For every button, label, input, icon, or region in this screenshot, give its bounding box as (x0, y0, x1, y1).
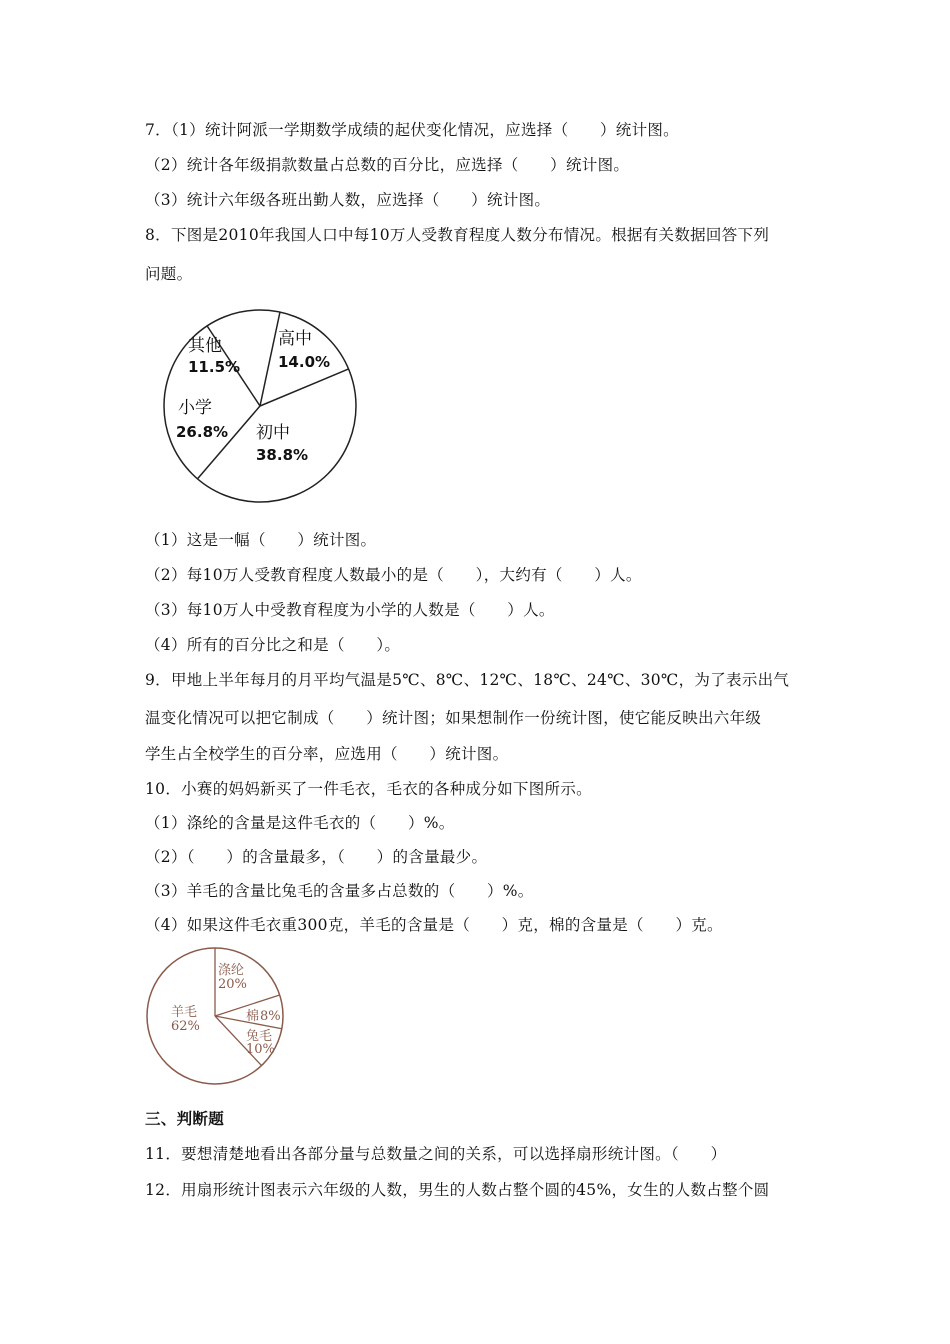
q10-sub-2: （2）（ ）的含量最多，（ ）的含量最少。 (145, 848, 488, 866)
pie2-pct-tumao: 10% (246, 1042, 275, 1057)
pie2-pct-yangmao: 62% (171, 1019, 200, 1034)
section-3-title: 三、判断题 (145, 1109, 225, 1128)
pie1-label-qita: 其他 (188, 336, 222, 356)
q7-line-3: （3）统计六年级各班出勤人数，应选择（ ）统计图。 (145, 191, 551, 209)
q10-line-1: 10．小赛的妈妈新买了一件毛衣，毛衣的各种成分如下图所示。 (145, 780, 592, 798)
q9-line-3: 学生占全校学生的百分率，应选用（ ）统计图。 (145, 745, 509, 763)
q7-line-2: （2）统计各年级捐款数量占总数的百分比，应选择（ ）统计图。 (145, 156, 630, 174)
q10-sub-3: （3）羊毛的含量比兔毛的含量多占总数的（ ）%。 (145, 882, 534, 900)
q9-line-2: 温变化情况可以把它制成（ ）统计图；如果想制作一份统计图，使它能反映出六年级 (145, 709, 762, 727)
pie2-pct-dilun: 20% (218, 977, 247, 992)
q9-line-1: 9．甲地上半年每月的月平均气温是5℃、8℃、12℃、18℃、24℃、30℃，为了表示出气 (145, 671, 790, 689)
q8-sub-4: （4）所有的百分比之和是（ ）。 (145, 636, 401, 654)
pie1-label-chuzhong: 初中 (256, 423, 290, 443)
pie2-pct-mian: 8% (260, 1009, 281, 1024)
q8-sub-1: （1）这是一幅（ ）统计图。 (145, 531, 377, 549)
q8-line-1: 8．下图是2010年我国人口中每10万人受教育程度人数分布情况。根据有关数据回答下列 (145, 226, 770, 244)
education-pie-chart (160, 306, 360, 506)
q7-line-1: 7．（1）统计阿派一学期数学成绩的起伏变化情况，应选择（ ）统计图。 (145, 121, 679, 139)
q11-line-1: 11．要想清楚地看出各部分量与总数量之间的关系，可以选择扇形统计图。（ ） (145, 1145, 727, 1163)
q12-line-1: 12．用扇形统计图表示六年级的人数，男生的人数占整个圆的45%，女生的人数占整个圆 (145, 1181, 770, 1199)
sweater-composition-pie-chart (145, 946, 285, 1086)
pie2-label-mian: 棉 (246, 1009, 260, 1024)
pie1-pct-xiaoxue: 26.8% (176, 423, 229, 441)
q10-sub-1: （1）涤纶的含量是这件毛衣的（ ）%。 (145, 814, 455, 832)
pie2-label-yangmao: 羊毛 (171, 1005, 198, 1020)
pie1-pct-qita: 11.5% (188, 358, 241, 376)
pie1-label-gaozhong: 高中 (278, 329, 312, 349)
q10-sub-4: （4）如果这件毛衣重300克，羊毛的含量是（ ）克，棉的含量是（ ）克。 (145, 916, 723, 934)
q8-line-2: 问题。 (145, 265, 193, 283)
q8-sub-3: （3）每10万人中受教育程度为小学的人数是（ ）人。 (145, 601, 555, 619)
pie2-label-tumao: 兔毛 (246, 1029, 273, 1044)
pie1-pct-chuzhong: 38.8% (256, 446, 309, 464)
pie1-pct-gaozhong: 14.0% (278, 353, 331, 371)
q8-sub-2: （2）每10万人受教育程度人数最小的是（ ），大约有（ ）人。 (145, 566, 642, 584)
pie1-label-xiaoxue: 小学 (178, 398, 212, 418)
pie2-label-dilun: 涤纶 (218, 963, 245, 978)
